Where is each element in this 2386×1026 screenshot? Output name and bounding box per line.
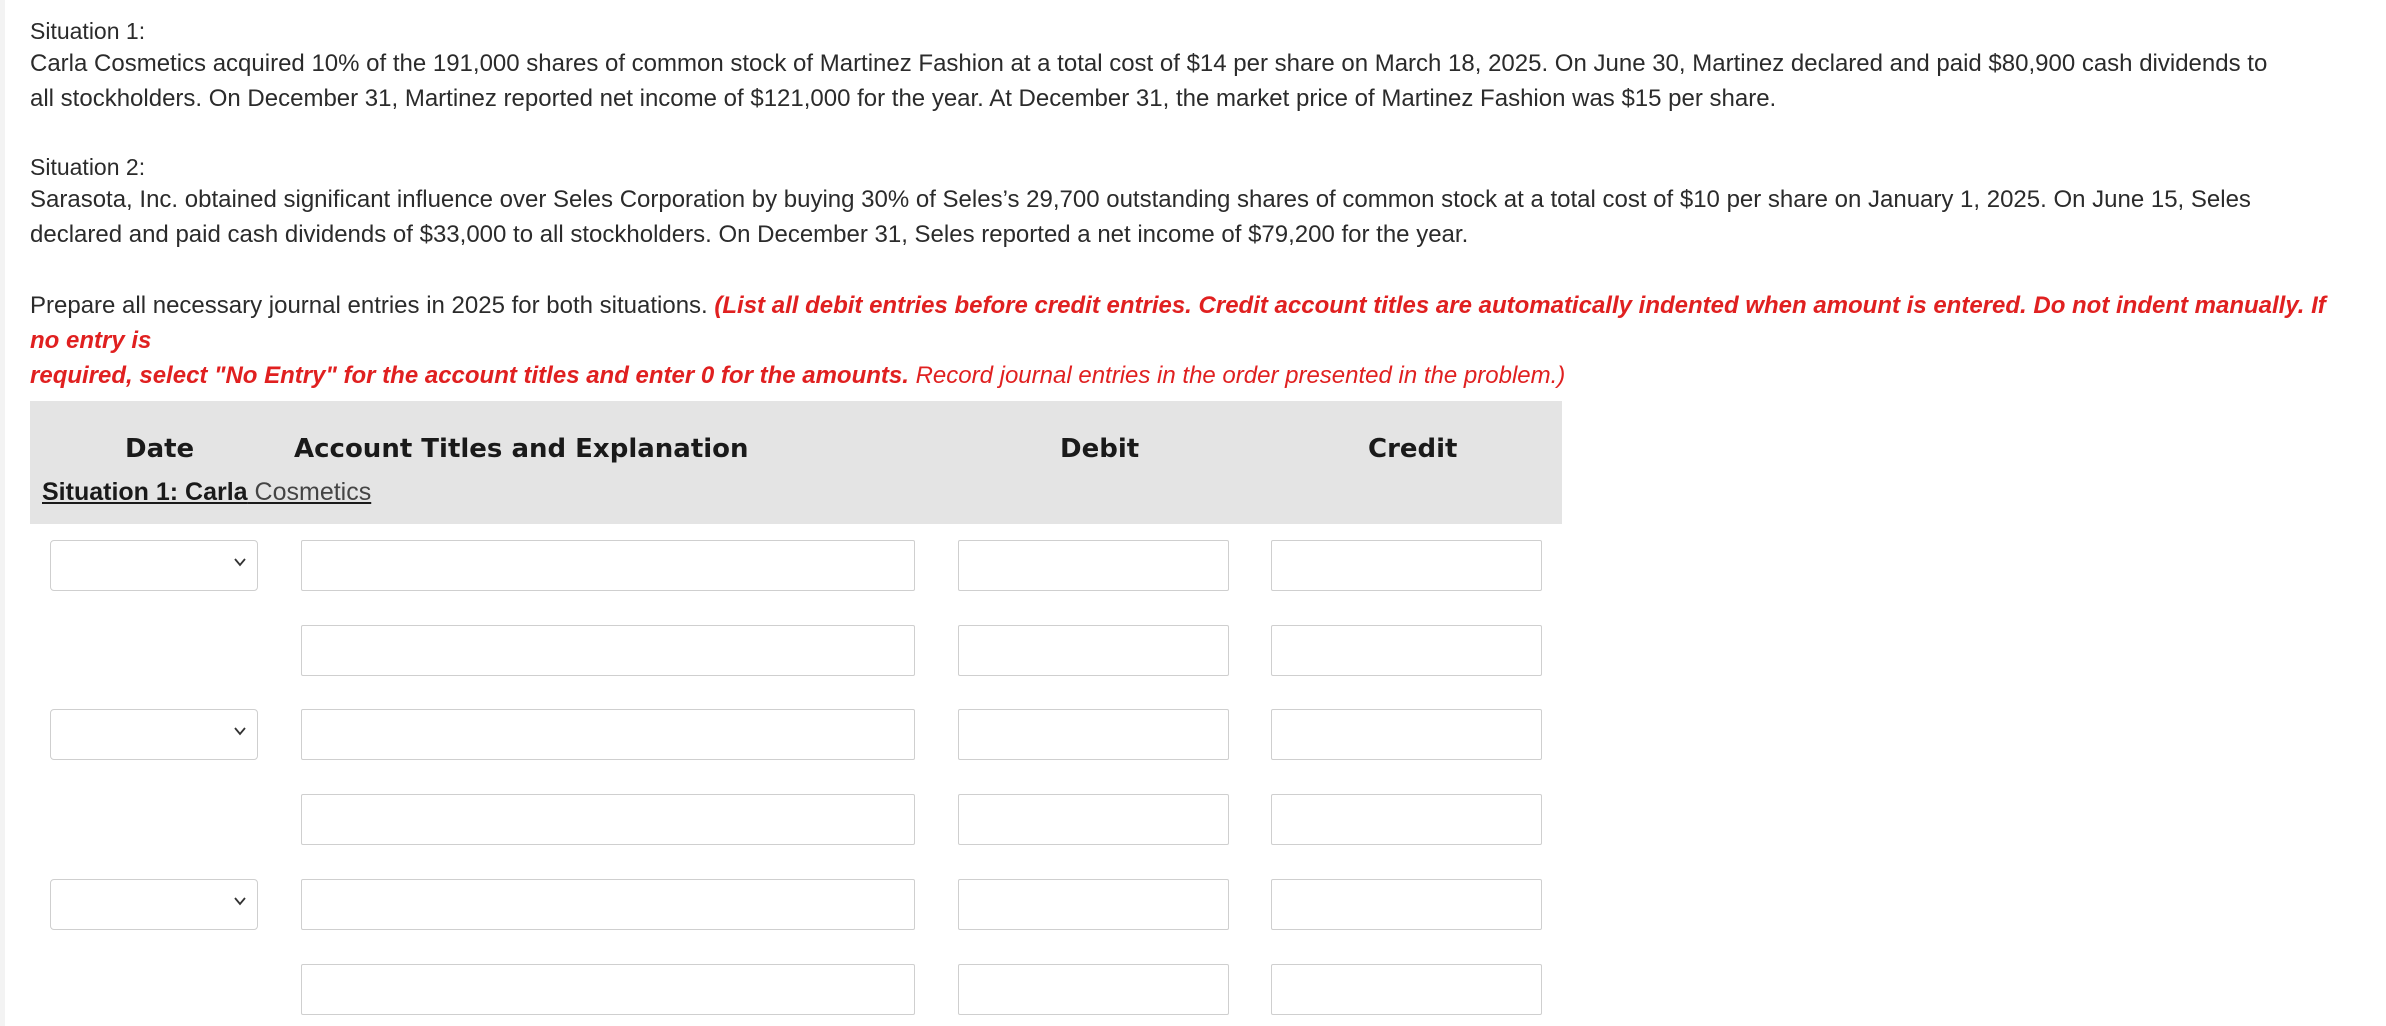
debit-input-3[interactable] (958, 709, 1229, 760)
date-dropdown-2[interactable] (50, 709, 258, 760)
instructions-line2 (30, 358, 2360, 393)
instructions-red-1: (List all debit entries before credit entries. Credit account titles are automatically indented when amount is entered. Do not indent manually. If no entry is (30, 292, 2326, 354)
section-label[interactable] (42, 478, 371, 507)
situation1-line1: Carla Cosmetics acquired 10% of the 191,000 shares of common stock of Martinez Fashion at a total cost of $14 per share on March 18, 2025. On June 30, Martinez declared and paid $80,900 cash dividends to (30, 50, 2268, 77)
section-label-b: Cosmetics (247, 478, 372, 506)
credit-input-4[interactable] (1271, 794, 1542, 845)
situation2-line1: Sarasota, Inc. obtained significant influence over Seles Corporation by buying 30% of Seles’s 29,700 outstanding shares of common stock at a total cost of $10 per share on January 1, 2025. On June 15, Seles (30, 186, 2251, 213)
debit-input-6[interactable] (958, 964, 1229, 1015)
credit-input-1[interactable] (1271, 540, 1542, 591)
debit-input-4[interactable] (958, 794, 1229, 845)
credit-input-2[interactable] (1271, 625, 1542, 676)
credit-input-3[interactable] (1271, 709, 1542, 760)
account-title-input-3[interactable] (301, 709, 915, 760)
instructions-red-2b: Record journal entries in the order presented in the problem.) (915, 362, 1566, 389)
situation1-heading: Situation 1: (30, 18, 146, 44)
debit-input-5[interactable] (958, 879, 1229, 930)
header-account: Account Titles and Explanation (294, 434, 749, 464)
account-title-input-2[interactable] (301, 625, 915, 676)
chevron-down-icon (233, 724, 247, 738)
date-dropdown-3[interactable] (50, 879, 258, 930)
debit-input-1[interactable] (958, 540, 1229, 591)
header-debit: Debit (1060, 434, 1140, 464)
header-date: Date (125, 434, 195, 464)
situation2-heading: Situation 2: (30, 154, 146, 180)
account-title-input-1[interactable] (301, 540, 915, 591)
left-scroll-gutter (0, 0, 5, 1026)
header-credit: Credit (1368, 434, 1458, 464)
instructions-lead: Prepare all necessary journal entries in 2025 for both situations. (30, 292, 715, 319)
situation1-line2: all stockholders. On December 31, Martinez reported net income of $121,000 for the year. At December 31, the market price of Martinez Fashion was $15 per share. (30, 85, 1777, 112)
account-title-input-5[interactable] (301, 879, 915, 930)
chevron-down-icon (233, 894, 247, 908)
section-label-a: Situation 1: Carla (42, 478, 248, 506)
problem-text (30, 16, 2360, 393)
journal-table-header (30, 401, 1562, 524)
credit-input-6[interactable] (1271, 964, 1542, 1015)
situation2-line2: declared and paid cash dividends of $33,000 to all stockholders. On December 31, Seles reported a net income of $79,200 for the year. (30, 221, 1469, 248)
credit-input-5[interactable] (1271, 879, 1542, 930)
account-title-input-4[interactable] (301, 794, 915, 845)
instructions-line1 (30, 288, 2360, 358)
date-dropdown-1[interactable] (50, 540, 258, 591)
debit-input-2[interactable] (958, 625, 1229, 676)
account-title-input-6[interactable] (301, 964, 915, 1015)
instructions-red-2a: required, select "No Entry" for the account titles and enter 0 for the amounts. (30, 362, 916, 389)
chevron-down-icon (233, 555, 247, 569)
